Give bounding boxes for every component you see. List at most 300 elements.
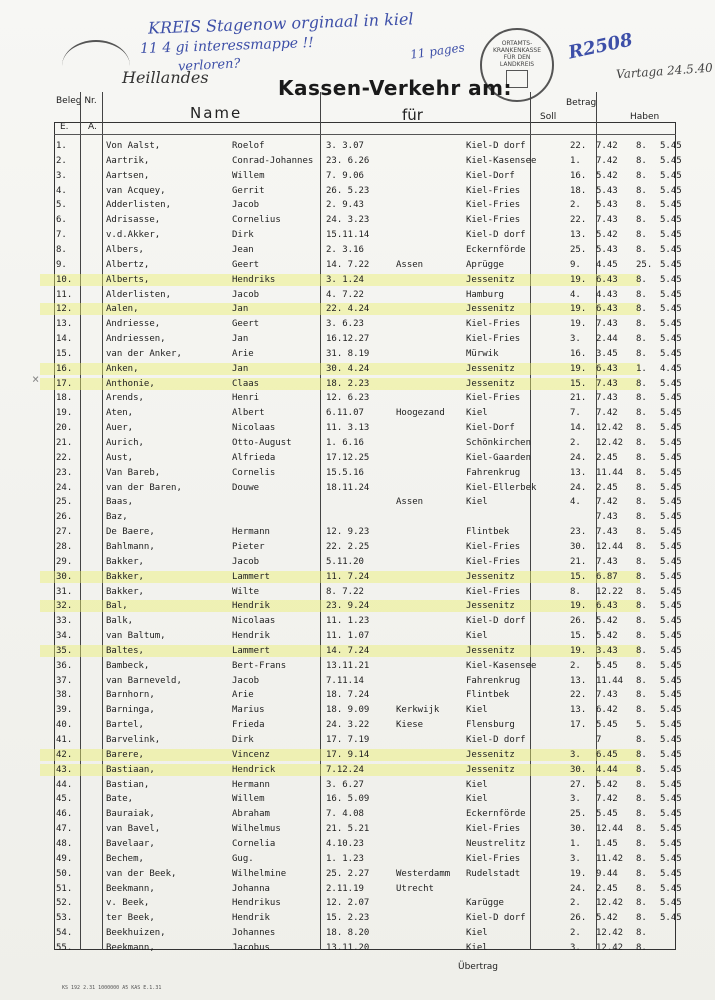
row-number: 34.: [56, 631, 73, 642]
given-name: Johanna: [232, 883, 270, 894]
header-betrag: Betrag: [566, 98, 597, 108]
haben-day: 8.: [636, 928, 647, 939]
birth-date: 18.11.24: [326, 482, 370, 493]
residence: Jessenitz: [466, 601, 515, 612]
soll-day: 7.: [570, 408, 581, 419]
soll-value: 12.42: [596, 898, 624, 909]
haben-day: 8.: [636, 809, 647, 820]
surname: Auer,: [106, 423, 134, 434]
soll-day: 13.: [570, 230, 587, 241]
given-name: Pieter: [232, 541, 265, 552]
haben-value: 5.45: [660, 244, 682, 255]
soll-value: 5.42: [596, 913, 618, 924]
birth-date: 14. 7.22: [326, 259, 370, 270]
table-row: [0, 762, 715, 778]
haben-day: 8.: [636, 838, 647, 849]
table-row: [0, 435, 715, 451]
given-name: Jean: [232, 244, 254, 255]
soll-day: 19.: [570, 304, 587, 315]
birth-date: 4. 7.22: [326, 289, 364, 300]
given-name: Cornelius: [232, 215, 281, 226]
haben-day: 8.: [636, 571, 647, 582]
soll-day: 1.: [570, 838, 581, 849]
soll-day: 22.: [570, 690, 587, 701]
soll-value: 7.43: [596, 512, 618, 523]
surname: van Barneveld,: [106, 675, 182, 686]
haben-day: 8.: [636, 319, 647, 330]
given-name: Gerrit: [232, 185, 265, 196]
birth-date: 7.12.24: [326, 764, 364, 775]
residence: Kiel-D dorf: [466, 616, 526, 627]
haben-value: 5.45: [660, 601, 682, 612]
given-name: Wilhelmus: [232, 824, 281, 835]
residence: Kiel-Fries: [466, 586, 521, 597]
surname: Aust,: [106, 452, 134, 463]
table-row: [0, 168, 715, 184]
haben-value: 5.45: [660, 304, 682, 315]
given-name: Jacob: [232, 289, 260, 300]
given-name: Albert: [232, 408, 265, 419]
soll-day: 13.: [570, 705, 587, 716]
row-number: 36.: [56, 660, 73, 671]
header-name: Name: [190, 104, 243, 122]
haben-day: 8.: [636, 868, 647, 879]
row-number: 6.: [56, 215, 67, 226]
haben-day: 8.: [636, 482, 647, 493]
haben-value: 5.45: [660, 883, 682, 894]
haben-day: 8.: [636, 764, 647, 775]
table-row: [0, 569, 715, 585]
haben-day: 8.: [636, 141, 647, 151]
row-number: 25.: [56, 497, 73, 508]
table-row: [0, 316, 715, 332]
haben-value: 5.45: [660, 319, 682, 330]
soll-value: 3.43: [596, 645, 618, 656]
soll-value: 9.44: [596, 868, 618, 879]
surname: Von Aalst,: [106, 141, 161, 151]
residence: Kiel-Fries: [466, 185, 521, 196]
soll-day: 22.: [570, 141, 587, 151]
birth-date: 3. 3.07: [326, 141, 364, 151]
given-name: Claas: [232, 378, 260, 389]
table-row: [0, 895, 715, 911]
haben-day: 8.: [636, 942, 647, 953]
birth-date: 12. 6.23: [326, 393, 370, 404]
given-name: Geert: [232, 259, 260, 270]
haben-value: 5.45: [660, 348, 682, 359]
haben-day: 8.: [636, 155, 647, 166]
table-row: [0, 212, 715, 228]
soll-value: 6.87: [596, 571, 618, 582]
given-name: Frieda: [232, 720, 265, 731]
soll-day: 2.: [570, 928, 581, 939]
haben-value: 5.45: [660, 482, 682, 493]
soll-value: 5.42: [596, 779, 618, 790]
residence: Kiel-Fries: [466, 200, 521, 211]
soll-day: 4.: [570, 289, 581, 300]
soll-value: 7.42: [596, 794, 618, 805]
haben-value: 5.45: [660, 556, 682, 567]
soll-value: 6.43: [596, 363, 618, 374]
margin-x-mark: ×: [32, 372, 40, 386]
given-name: Bert-Frans: [232, 660, 287, 671]
soll-value: 5.42: [596, 616, 618, 627]
surname: Bechem,: [106, 853, 144, 864]
haben-day: 8.: [636, 556, 647, 567]
birth-date: 11. 3.13: [326, 423, 370, 434]
haben-value: 5.45: [660, 378, 682, 389]
soll-value: 6.43: [596, 274, 618, 285]
residence: Kiel: [466, 497, 488, 508]
residence: Hamburg: [466, 289, 504, 300]
birth-date: 7.11.14: [326, 675, 364, 686]
birth-date: 23. 6.26: [326, 155, 370, 166]
haben-value: 5.45: [660, 230, 682, 241]
soll-value: 5.42: [596, 170, 618, 181]
soll-value: 7.42: [596, 141, 618, 151]
haben-value: 5.45: [660, 720, 682, 731]
soll-value: 4.44: [596, 764, 618, 775]
table-row: [0, 272, 715, 288]
soll-value: 2.45: [596, 883, 618, 894]
row-number: 15.: [56, 348, 73, 359]
soll-day: 15.: [570, 631, 587, 642]
given-name: Jacob: [232, 200, 260, 211]
haben-value: 5.45: [660, 170, 682, 181]
birth-date: 11. 1.07: [326, 631, 370, 642]
residence: Kiel-D dorf: [466, 735, 526, 745]
haben-day: 8.: [636, 185, 647, 196]
haben-value: 5.45: [660, 735, 682, 745]
soll-day: 22.: [570, 215, 587, 226]
row-number: 28.: [56, 541, 73, 552]
soll-value: 5.45: [596, 720, 618, 731]
surname: Baas,: [106, 497, 134, 508]
soll-value: 5.45: [596, 660, 618, 671]
surname: Bal,: [106, 601, 128, 612]
residence: Kiel-D dorf: [466, 141, 526, 151]
soll-value: 11.44: [596, 675, 624, 686]
haben-day: 8.: [636, 883, 647, 894]
residence: Eckernförde: [466, 809, 526, 820]
row-number: 14.: [56, 334, 73, 345]
given-name: Douwe: [232, 482, 260, 493]
soll-value: 12.42: [596, 423, 624, 434]
table-row: [0, 613, 715, 629]
residence: Kiel-Fries: [466, 853, 521, 864]
page-title: Kassen-Verkehr am:: [278, 76, 512, 100]
haben-value: 5.45: [660, 452, 682, 463]
residence: Kiel-D dorf: [466, 230, 526, 241]
residence: Kiel-Fries: [466, 824, 521, 835]
birth-date: 25. 2.27: [326, 868, 370, 879]
header-beleg: Beleg Nr.: [56, 96, 97, 106]
soll-day: 24.: [570, 452, 587, 463]
haben-day: 8.: [636, 824, 647, 835]
haben-day: 8.: [636, 408, 647, 419]
residence: Karügge: [466, 898, 504, 909]
haben-value: 5.45: [660, 334, 682, 345]
row-number: 49.: [56, 853, 73, 864]
birth-place: Hoogezand: [396, 408, 445, 419]
row-number: 10.: [56, 274, 73, 285]
row-number: 35.: [56, 645, 73, 656]
birth-date: 3. 6.23: [326, 319, 364, 330]
given-name: Jan: [232, 304, 249, 315]
birth-date: 18. 8.20: [326, 928, 370, 939]
residence: Kiel: [466, 408, 488, 419]
soll-day: 16.: [570, 170, 587, 181]
table-row: [0, 287, 715, 303]
surname: Anken,: [106, 363, 139, 374]
soll-value: 11.42: [596, 853, 624, 864]
haben-day: 8.: [636, 779, 647, 790]
haben-day: 8.: [636, 853, 647, 864]
residence: Jessenitz: [466, 274, 515, 285]
surname: Aten,: [106, 408, 134, 419]
birth-place: Assen: [396, 259, 424, 270]
annotation-line2: 11 4 gi interessmappe !!: [139, 34, 315, 58]
row-number: 4.: [56, 185, 67, 196]
surname: van der Baren,: [106, 482, 182, 493]
row-number: 31.: [56, 586, 73, 597]
surname: Beekmann,: [106, 942, 155, 953]
given-name: Dirk: [232, 230, 254, 241]
haben-value: 5.45: [660, 853, 682, 864]
soll-day: 4.: [570, 497, 581, 508]
haben-day: 8.: [636, 616, 647, 627]
birth-date: 26. 5.23: [326, 185, 370, 196]
given-name: Hendrikus: [232, 898, 281, 909]
seal-mark: [62, 40, 130, 92]
residence: Jessenitz: [466, 363, 515, 374]
haben-value: 5.45: [660, 512, 682, 523]
given-name: Arie: [232, 690, 254, 701]
birth-date: 17. 7.19: [326, 735, 370, 745]
uebertrag-label: Übertrag: [458, 962, 498, 972]
birth-date: 13.11.20: [326, 942, 370, 953]
surname: Adderlisten,: [106, 200, 172, 211]
soll-day: 25.: [570, 809, 587, 820]
surname: Alberts,: [106, 274, 150, 285]
haben-day: 8.: [636, 705, 647, 716]
soll-value: 11.44: [596, 467, 624, 478]
soll-value: 3.45: [596, 348, 618, 359]
surname: Bakker,: [106, 571, 144, 582]
residence: Jessenitz: [466, 571, 515, 582]
soll-value: 7.43: [596, 378, 618, 389]
given-name: Wilhelmine: [232, 868, 287, 879]
soll-day: 19.: [570, 645, 587, 656]
surname: Aurich,: [106, 438, 144, 448]
row-number: 53.: [56, 913, 73, 924]
surname: Aartrik,: [106, 155, 150, 166]
surname: van Acquey,: [106, 185, 166, 196]
table-row: [0, 851, 715, 867]
soll-value: 7.43: [596, 215, 618, 226]
birth-place: Assen: [396, 497, 424, 508]
residence: Jessenitz: [466, 645, 515, 656]
birth-date: 6.11.07: [326, 408, 364, 419]
soll-value: 7.42: [596, 497, 618, 508]
table-row: [0, 227, 715, 243]
residence: Rudelstadt: [466, 868, 521, 879]
haben-day: 8.: [636, 735, 647, 745]
haben-day: 8.: [636, 304, 647, 315]
haben-value: 5.45: [660, 467, 682, 478]
given-name: Hendrik: [232, 631, 270, 642]
soll-value: 4.43: [596, 289, 618, 300]
haben-value: 5.45: [660, 571, 682, 582]
table-row: [0, 153, 715, 169]
table-row: [0, 658, 715, 674]
surname: v. Beek,: [106, 898, 150, 909]
residence: Kiel: [466, 794, 488, 805]
soll-value: 7.42: [596, 408, 618, 419]
table-row: [0, 925, 715, 941]
soll-day: 27.: [570, 779, 587, 790]
birth-place: Kiese: [396, 720, 424, 731]
surname: Bastian,: [106, 779, 150, 790]
birth-date: 1. 6.16: [326, 438, 364, 448]
row-number: 38.: [56, 690, 73, 701]
birth-date: 2. 9.43: [326, 200, 364, 211]
birth-place: Westerdamm: [396, 868, 451, 879]
haben-day: 8.: [636, 675, 647, 686]
haben-value: 5.45: [660, 868, 682, 879]
header-soll: Soll: [540, 112, 557, 122]
residence: Kiel-Fries: [466, 393, 521, 404]
surname: Bavelaar,: [106, 838, 155, 849]
annotation-line3: verloren?: [177, 56, 241, 75]
birth-date: 22. 4.24: [326, 304, 370, 315]
haben-day: 8.: [636, 913, 647, 924]
surname: Andriesse,: [106, 319, 161, 330]
row-number: 11.: [56, 289, 73, 300]
surname: Albertz,: [106, 259, 150, 270]
row-number: 40.: [56, 720, 73, 731]
haben-day: 8.: [636, 244, 647, 255]
soll-day: 17.: [570, 720, 587, 731]
haben-day: 8.: [636, 170, 647, 181]
given-name: Jacob: [232, 675, 260, 686]
surname: van Baltum,: [106, 631, 166, 642]
row-number: 2.: [56, 155, 67, 166]
given-name: Marius: [232, 705, 265, 716]
surname: Aalen,: [106, 304, 139, 315]
soll-day: 19.: [570, 601, 587, 612]
haben-day: 8.: [636, 378, 647, 389]
table-row: [0, 361, 715, 377]
row-number: 55.: [56, 942, 73, 953]
table-row: [0, 242, 715, 258]
birth-date: 21. 5.21: [326, 824, 370, 835]
row-number: 12.: [56, 304, 73, 315]
haben-value: 5.45: [660, 838, 682, 849]
residence: Mürwik: [466, 348, 499, 359]
soll-day: 14.: [570, 423, 587, 434]
haben-day: 8.: [636, 541, 647, 552]
residence: Kiel-Dorf: [466, 170, 515, 181]
table-row: [0, 197, 715, 213]
haben-day: 8.: [636, 334, 647, 345]
row-number: 23.: [56, 467, 73, 478]
residence: Kiel-Gaarden: [466, 452, 532, 463]
soll-day: 21.: [570, 393, 587, 404]
given-name: Conrad-Johannes: [232, 155, 314, 166]
annotation-pages: 11 pages: [409, 40, 466, 62]
soll-day: 3.: [570, 794, 581, 805]
birth-date: 12. 9.23: [326, 527, 370, 538]
birth-date: 30. 4.24: [326, 363, 370, 374]
soll-day: 30.: [570, 541, 587, 552]
row-number: 51.: [56, 883, 73, 894]
table-row: [0, 747, 715, 763]
row-number: 26.: [56, 512, 73, 523]
given-name: Hermann: [232, 527, 270, 538]
haben-day: 8.: [636, 586, 647, 597]
row-number: 3.: [56, 170, 67, 181]
row-number: 17.: [56, 378, 73, 389]
given-name: Henri: [232, 393, 260, 404]
table-row: [0, 821, 715, 837]
table-row: [0, 866, 715, 882]
haben-value: 5.45: [660, 779, 682, 790]
birth-date: 15. 2.23: [326, 913, 370, 924]
given-name: Dirk: [232, 735, 254, 745]
surname: Bastiaan,: [106, 764, 155, 775]
table-row: [0, 420, 715, 436]
soll-day: 3.: [570, 853, 581, 864]
residence: Kiel-Fries: [466, 319, 521, 330]
soll-value: 7: [596, 735, 602, 745]
table-row: [0, 598, 715, 614]
surname: van Bavel,: [106, 824, 161, 835]
residence: Schönkirchen: [466, 438, 532, 448]
table-row: [0, 480, 715, 496]
row-number: 47.: [56, 824, 73, 835]
soll-value: 2.45: [596, 482, 618, 493]
haben-value: 5.45: [660, 794, 682, 805]
table-row: [0, 509, 715, 525]
soll-value: 7.43: [596, 556, 618, 567]
given-name: Arie: [232, 348, 254, 359]
header-rule: [54, 134, 676, 135]
soll-day: 1.: [570, 155, 581, 166]
birth-date: 2.11.19: [326, 883, 364, 894]
residence: Aprügge: [466, 259, 504, 270]
annotation-name: Heillandes: [122, 68, 209, 87]
residence: Kiel: [466, 779, 488, 790]
soll-day: 15.: [570, 571, 587, 582]
birth-date: 16. 5.09: [326, 794, 370, 805]
annotation-date: Vartaga 24.5.40: [615, 60, 714, 82]
residence: Kiel-Kasensee: [466, 660, 537, 671]
row-number: 43.: [56, 764, 73, 775]
haben-value: 5.45: [660, 645, 682, 656]
given-name: Nicolaas: [232, 423, 276, 434]
row-number: 5.: [56, 200, 67, 211]
surname: Bartel,: [106, 720, 144, 731]
haben-value: 5.45: [660, 749, 682, 760]
residence: Jessenitz: [466, 378, 515, 389]
haben-day: 8.: [636, 660, 647, 671]
soll-day: 19.: [570, 319, 587, 330]
table-row: [0, 390, 715, 406]
row-number: 33.: [56, 616, 73, 627]
residence: Kiel-Fries: [466, 556, 521, 567]
given-name: Willem: [232, 794, 265, 805]
